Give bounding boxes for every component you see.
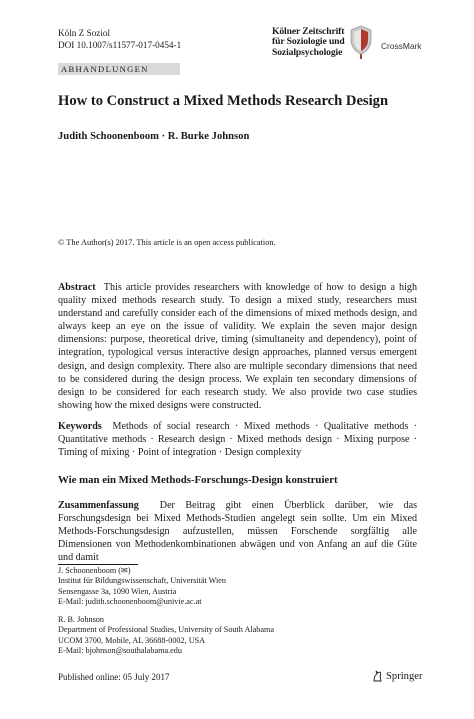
affiliation-block	[58, 566, 226, 608]
published-date: Published online: 05 July 2017	[58, 672, 170, 682]
keywords-paragraph	[58, 420, 417, 459]
affiliation-email[interactable]: E-Mail: bjohnson@southalabama.edu	[58, 646, 182, 656]
publisher-name: Springer	[386, 670, 423, 682]
abstract-label: Abstract	[58, 282, 96, 293]
zusammenfassung-paragraph	[58, 499, 417, 564]
affiliation-line: Institut für Bildungswissenschaft, Universität Wien	[58, 576, 227, 586]
article-authors: Judith Schoonenboom · R. Burke Johnson	[58, 131, 250, 142]
journal-short-name: Köln Z Soziol	[58, 28, 111, 38]
affiliation-email[interactable]: E-Mail: judith.schoonenboom@univie.ac.at	[58, 597, 202, 607]
zusammenfassung-label: Zusammenfassung	[58, 500, 139, 511]
crossmark-icon[interactable]	[350, 25, 372, 55]
affiliation-line: Sensengasse 3a, 1090 Wien, Austria	[58, 586, 177, 596]
abstract-text: This article provides researchers with knowledge of how to design a high quality mixed methods research study. To design a mixed study, researchers must understand and carefully consider each of the dimensions of mixed methods design, and always keep an eye on the issue of validity. We explain the seven major design dimensions: purpose, theoretical drive, timing (simultaneity and dependency), point of integration, typological versus interactive design approaches, planned versus emergent design, and design complexity. There also are multiple secondary dimensions that need to be considered during the design process. We explain ten secondary dimensions of design to be considered for each research study. We also provide two case studies showing how the mixed designs were constructed.	[58, 282, 417, 411]
footnote-rule	[58, 564, 138, 565]
affiliation-line: J. Schoonenboom (✉)	[58, 566, 131, 575]
affiliation-line: Department of Professional Studies, University of South Alabama	[58, 625, 275, 635]
copyright-notice: © The Author(s) 2017. This article is an open access publication.	[58, 238, 276, 247]
journal-logo-line: Kölner Zeitschrift	[272, 26, 345, 37]
journal-logo	[272, 27, 360, 58]
doi[interactable]: DOI 10.1007/s11577-017-0454-1	[58, 40, 182, 50]
section-label: ABHANDLUNGEN	[61, 64, 149, 74]
publisher-logo	[372, 670, 422, 682]
keywords-label: Keywords	[58, 421, 102, 432]
journal-citation	[58, 27, 181, 51]
article-title: How to Construct a Mixed Methods Research Design	[58, 93, 389, 109]
section-band	[58, 63, 180, 75]
keywords-text: Methods of social research · Mixed methods · Qualitative methods · Quantitative methods · Research design · Mixed methods design · Mixing purpose · Timing of mixing · Point of integration · Design complexity	[58, 421, 418, 459]
affiliation-line: R. B. Johnson	[58, 615, 104, 624]
journal-logo-line: Sozialpsychologie	[272, 46, 343, 58]
zusammenfassung-text: Der Beitrag gibt einen Überblick darüber, wie das Forschungsdesign bei Mixed Methods-Studien angelegt sein sollte. Um ein Mixed Methods-Forschungsdesign aufzustellen, müssen Forschende sorgfältig alle Dimensionen von Methodenkombinationen abwägen und von Anfang an auf die Güte und damit	[58, 500, 417, 564]
springer-horse-icon	[372, 670, 383, 682]
crossmark-label[interactable]: CrossMark	[381, 41, 422, 51]
abstract-paragraph	[58, 281, 417, 412]
affiliation-line: UCOM 3700, Mobile, AL 36688-0002, USA	[58, 635, 206, 645]
affiliation-block	[58, 615, 274, 657]
journal-logo-line: für Soziologie und	[272, 36, 345, 48]
german-title: Wie man ein Mixed Methods-Forschungs-Design konstruiert	[58, 474, 338, 486]
